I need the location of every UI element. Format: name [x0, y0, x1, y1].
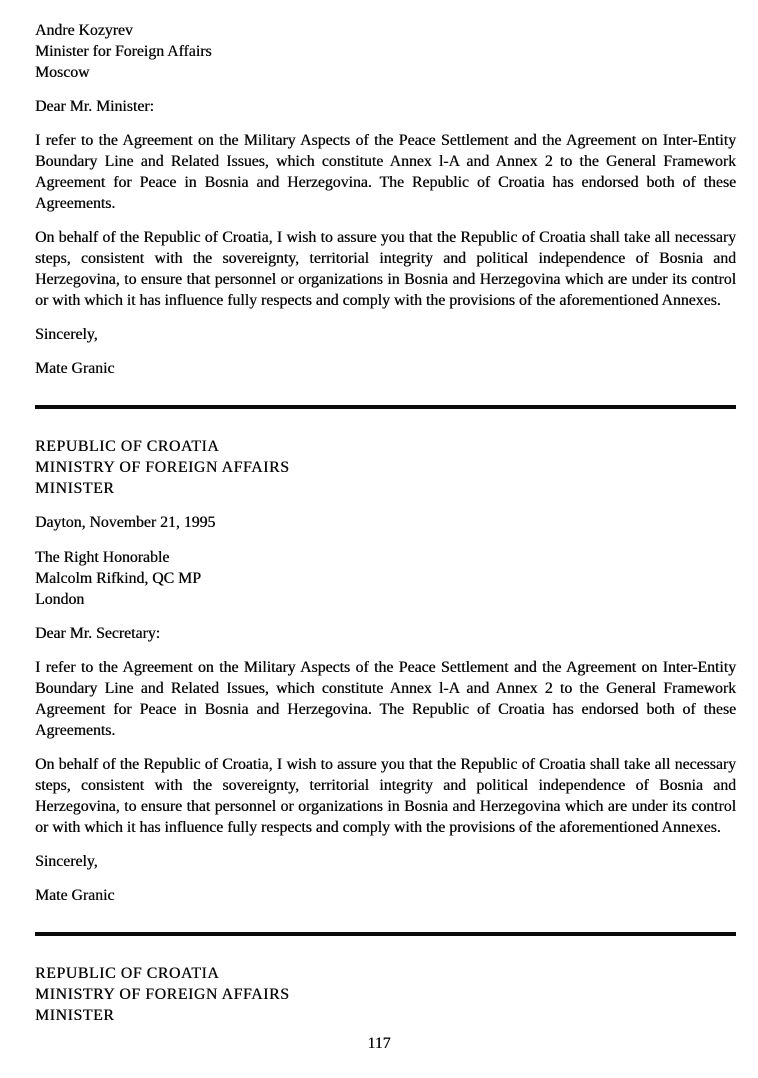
recipient-city: London [35, 591, 85, 608]
letter-next-letterhead [35, 963, 736, 1026]
letterhead-ministry: MINISTRY OF FOREIGN AFFAIRS [35, 986, 290, 1003]
recipient-honorific: The Right Honorable [35, 549, 170, 566]
body-paragraph: On behalf of the Republic of Croatia, I wish to assure you that the Republic of Croatia shall take all necessary steps, consistent with the sovereignty, territorial integrity and political independence of Bosnia and Herzegovina, to ensure that personnel or organizations in Bosnia and Herzegovina which are under its control or with which it has influence fully respects and comply with the provisions of the aforementioned Annexes. [35, 756, 736, 836]
letter-rifkind [35, 436, 736, 906]
body-paragraph: On behalf of the Republic of Croatia, I wish to assure you that the Republic of Croatia shall take all necessary steps, consistent with the sovereignty, territorial integrity and political independence of Bosnia and Herzegovina, to ensure that personnel or organizations in Bosnia and Herzegovina which are under its control or with which it has influence fully respects and comply with the provisions of the aforementioned Annexes. [35, 229, 736, 309]
salutation: Dear Mr. Secretary: [35, 625, 161, 642]
signature-name: Mate Granic [35, 360, 115, 377]
recipient-title: Minister for Foreign Affairs [35, 43, 212, 60]
recipient-city: Moscow [35, 64, 90, 81]
letter-kozyrev [35, 20, 736, 379]
letterhead-country: REPUBLIC OF CROATIA [35, 965, 220, 982]
closing: Sincerely, [35, 853, 98, 870]
body-paragraph: I refer to the Agreement on the Military Aspects of the Peace Settlement and the Agreement on Inter-Entity Boundary Line and Related Issues, which constitute Annex l-A and Annex 2 to the General Framework Agreement for Peace in Bosnia and Herzegovina. The Republic of Croatia has endorsed both of these Agreements. [35, 132, 736, 212]
signature-name: Mate Granic [35, 887, 115, 904]
recipient-address [35, 20, 736, 83]
section-divider [35, 932, 736, 936]
letterhead-office: MINISTER [35, 480, 115, 497]
section-divider [35, 405, 736, 409]
letterhead-office: MINISTER [35, 1007, 115, 1024]
body-paragraph: I refer to the Agreement on the Military Aspects of the Peace Settlement and the Agreement on Inter-Entity Boundary Line and Related Issues, which constitute Annex l-A and Annex 2 to the General Framework Agreement for Peace in Bosnia and Herzegovina. The Republic of Croatia has endorsed both of these Agreements. [35, 659, 736, 739]
letterhead [35, 436, 736, 499]
recipient-address [35, 547, 736, 610]
recipient-name: Andre Kozyrev [35, 22, 133, 39]
date-line: Dayton, November 21, 1995 [35, 514, 216, 531]
closing: Sincerely, [35, 326, 98, 343]
recipient-name: Malcolm Rifkind, QC MP [35, 570, 201, 587]
letterhead [35, 963, 736, 1026]
letterhead-country: REPUBLIC OF CROATIA [35, 438, 220, 455]
salutation: Dear Mr. Minister: [35, 98, 154, 115]
page-number: 117 [367, 1035, 391, 1052]
letterhead-ministry: MINISTRY OF FOREIGN AFFAIRS [35, 459, 290, 476]
